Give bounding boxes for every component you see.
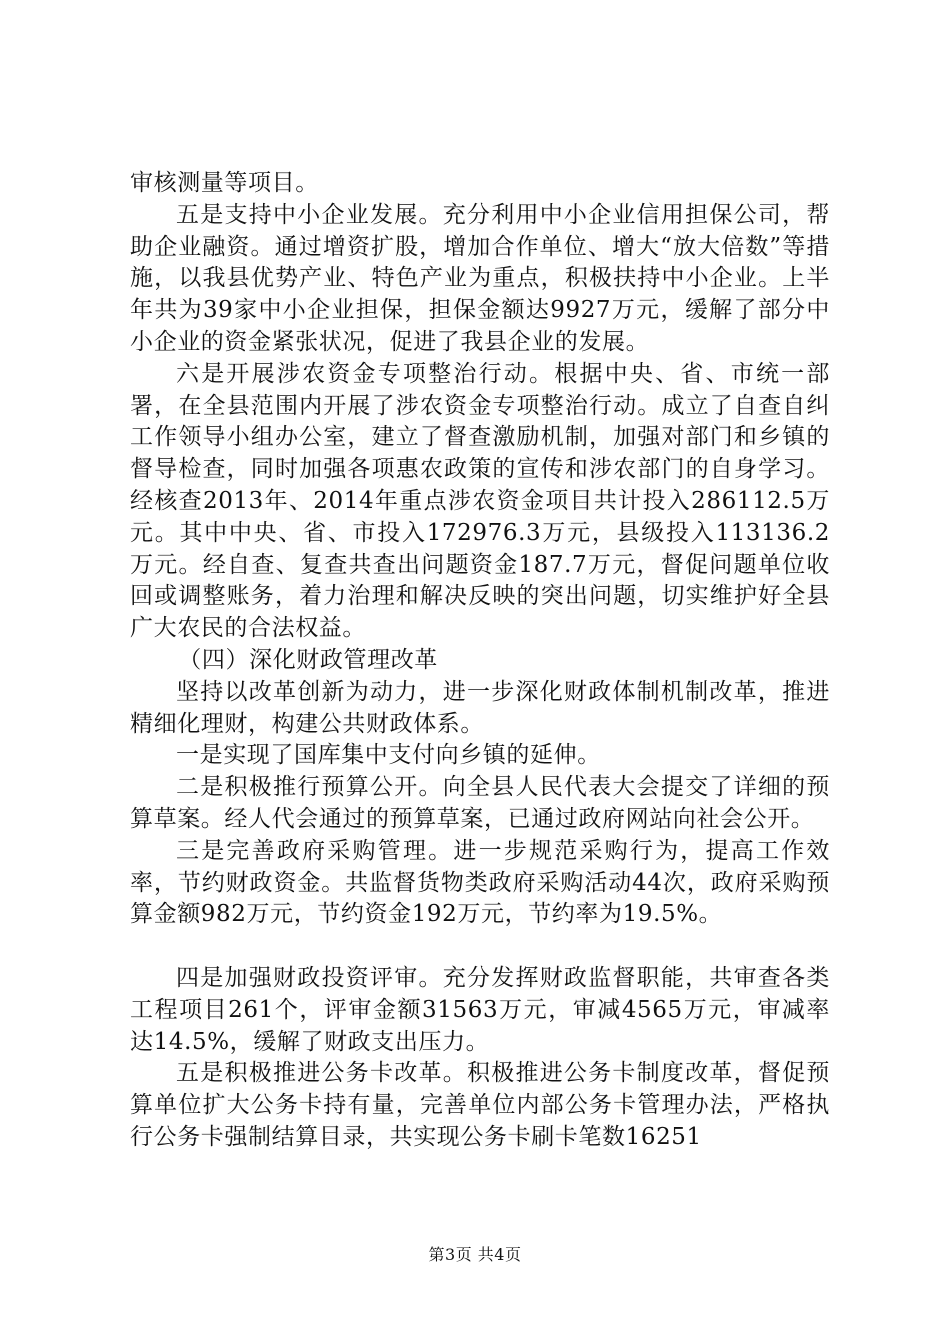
paragraph-continuation: 审核测量等项目。 — [130, 170, 319, 196]
paragraph-treasury-payment: 一是实现了国库集中支付向乡镇的延伸。 — [176, 742, 601, 769]
paragraph-agri-funds: 六是开展涉农资金专项整治行动。根据中央、省、市统一部署，在全县范围内开展了涉农资金专项整治行动。成立了自查自纠工作领导小组办公室，建立了督查激励机制，加强对部门和乡镇的督导检查，同时加强各项惠农政策的宣传和涉农部门的自身学习。经核查2013年、2014年重点涉农资金项目共计投入286112.5万元。其中中央、省、市投入172976.3万元，县级投入113136.2万元。经自查、复查共查出问题资金187.7万元，督促问题单位收回或调整账务，着力治理和解决反映的突出问题，切实维护好全县广大农民的合法权益。 — [130, 360, 830, 642]
paragraph-official-card: 五是积极推进公务卡改革。积极推进公务卡制度改革，督促预算单位扩大公务卡持有量，完善单位内部公务卡管理办法，严格执行公务卡强制结算目录，共实现公务卡刷卡笔数16251 — [130, 1060, 830, 1150]
paragraph-investment-review: 四是加强财政投资评审。充分发挥财政监督职能，共审查各类工程项目261个，评审金额31563万元，审减4565万元，审减率达14.5%，缓解了财政支出压力。 — [130, 964, 830, 1055]
page-footer: 第3页 共4页 — [428, 1245, 522, 1264]
paragraph-sme-support: 五是支持中小企业发展。充分利用中小企业信用担保公司，帮助企业融资。通过增资扩股，增加合作单位、增大“放大倍数”等措施，以我县优势产业、特色产业为重点，积极扶持中小企业。上半年共为39家中小企业担保，担保金额达9927万元，缓解了部分中小企业的资金紧张状况，促进了我县企业的发展。 — [130, 201, 830, 355]
paragraph-reform-intro: 坚持以改革创新为动力，进一步深化财政体制机制改革，推进精细化理财，构建公共财政体系。 — [130, 678, 830, 737]
section-heading-fiscal-reform: （四）深化财政管理改革 — [178, 646, 438, 673]
paragraph-budget-disclosure: 二是积极推行预算公开。向全县人民代表大会提交了详细的预算草案。经人代会通过的预算草案，已通过政府网站向社会公开。 — [130, 774, 830, 832]
paragraph-procurement: 三是完善政府采购管理。进一步规范采购行为，提高工作效率，节约财政资金。共监督货物类政府采购活动44次，政府采购预算金额982万元，节约资金192万元，节约率为19.5%。 — [130, 837, 830, 928]
document-body — [130, 168, 830, 1154]
